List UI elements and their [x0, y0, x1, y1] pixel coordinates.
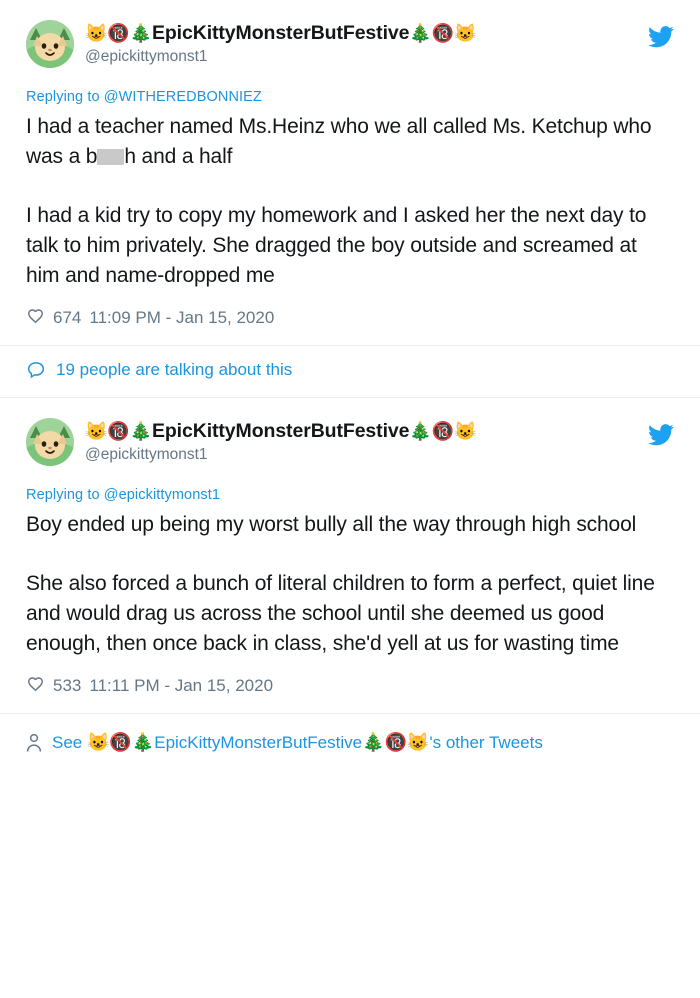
tweet-card-1 [0, 0, 700, 345]
footer-suffix-emojis: 🎄🔞😺 [362, 732, 430, 752]
replying-to-1[interactable]: Replying to @WITHEREDBONNIEZ [26, 89, 262, 105]
tweet-header-1 [26, 20, 674, 68]
name-prefix-emojis: 😺🔞🎄 [85, 421, 152, 441]
tweet-paragraph: She also forced a bunch of literal children to form a perfect, quiet line and would drag us across the school until she deemed us good enough, then once back in class, she'd yell at us for wasting time [26, 572, 655, 655]
display-name-text: EpicKittyMonsterButFestive [151, 22, 410, 44]
footer-see-label: See [52, 733, 83, 752]
person-icon [26, 730, 42, 760]
see-other-tweets-link[interactable] [0, 714, 700, 778]
name-block [85, 20, 640, 67]
display-name-text: EpicKittyMonsterButFestive [151, 420, 410, 442]
like-count-1: 674 [53, 308, 82, 327]
tweet-card-2 [0, 398, 700, 713]
speech-bubble-icon [26, 360, 46, 380]
tweet-body-1 [26, 112, 674, 291]
timestamp-2[interactable]: 11:11 PM - Jan 15, 2020 [89, 676, 274, 695]
name-suffix-emojis: 🎄🔞😺 [409, 23, 477, 43]
footer-tail-label: 's other Tweets [429, 733, 543, 752]
avatar[interactable] [26, 20, 74, 68]
talking-about-link[interactable] [0, 346, 700, 397]
twitter-bird-icon[interactable] [648, 418, 674, 451]
handle-2[interactable]: @epickittymonst1 [85, 446, 208, 463]
twitter-bird-icon[interactable] [648, 20, 674, 53]
tweet-paragraph: I had a kid try to copy my homework and I asked her the next day to talk to him privately. She dragged the boy outside and screamed at him and name-dropped me [26, 204, 647, 287]
replying-to-2[interactable]: Replying to @epickittymonst1 [26, 487, 221, 503]
tweet-header-2 [26, 418, 674, 466]
handle-1[interactable]: @epickittymonst1 [85, 48, 208, 65]
heart-icon[interactable] [26, 675, 45, 697]
censored-block [97, 149, 124, 165]
tweet-meta-1 [26, 307, 674, 345]
footer-display-name: EpicKittyMonsterButFestive [154, 733, 363, 752]
avatar[interactable] [26, 418, 74, 466]
name-suffix-emojis: 🎄🔞😺 [409, 421, 477, 441]
footer-prefix-emojis: 😺🔞🎄 [86, 732, 155, 752]
display-name-2[interactable] [85, 419, 640, 443]
like-count-2: 533 [53, 676, 82, 695]
display-name-1[interactable] [85, 21, 640, 45]
talking-about-text: 19 people are talking about this [56, 360, 293, 379]
name-block [85, 418, 640, 465]
footer-text [52, 730, 543, 755]
tweet-paragraph: I had a teacher named Ms.Heinz who we all called Ms. Ketchup who was a b h and a half [26, 115, 652, 168]
tweet-meta-2 [26, 675, 674, 713]
heart-icon[interactable] [26, 307, 45, 329]
tweet-paragraph: Boy ended up being my worst bully all the way through high school [26, 513, 637, 536]
timestamp-1[interactable]: 11:09 PM - Jan 15, 2020 [89, 308, 275, 327]
name-prefix-emojis: 😺🔞🎄 [85, 23, 152, 43]
tweet-body-2 [26, 510, 674, 659]
